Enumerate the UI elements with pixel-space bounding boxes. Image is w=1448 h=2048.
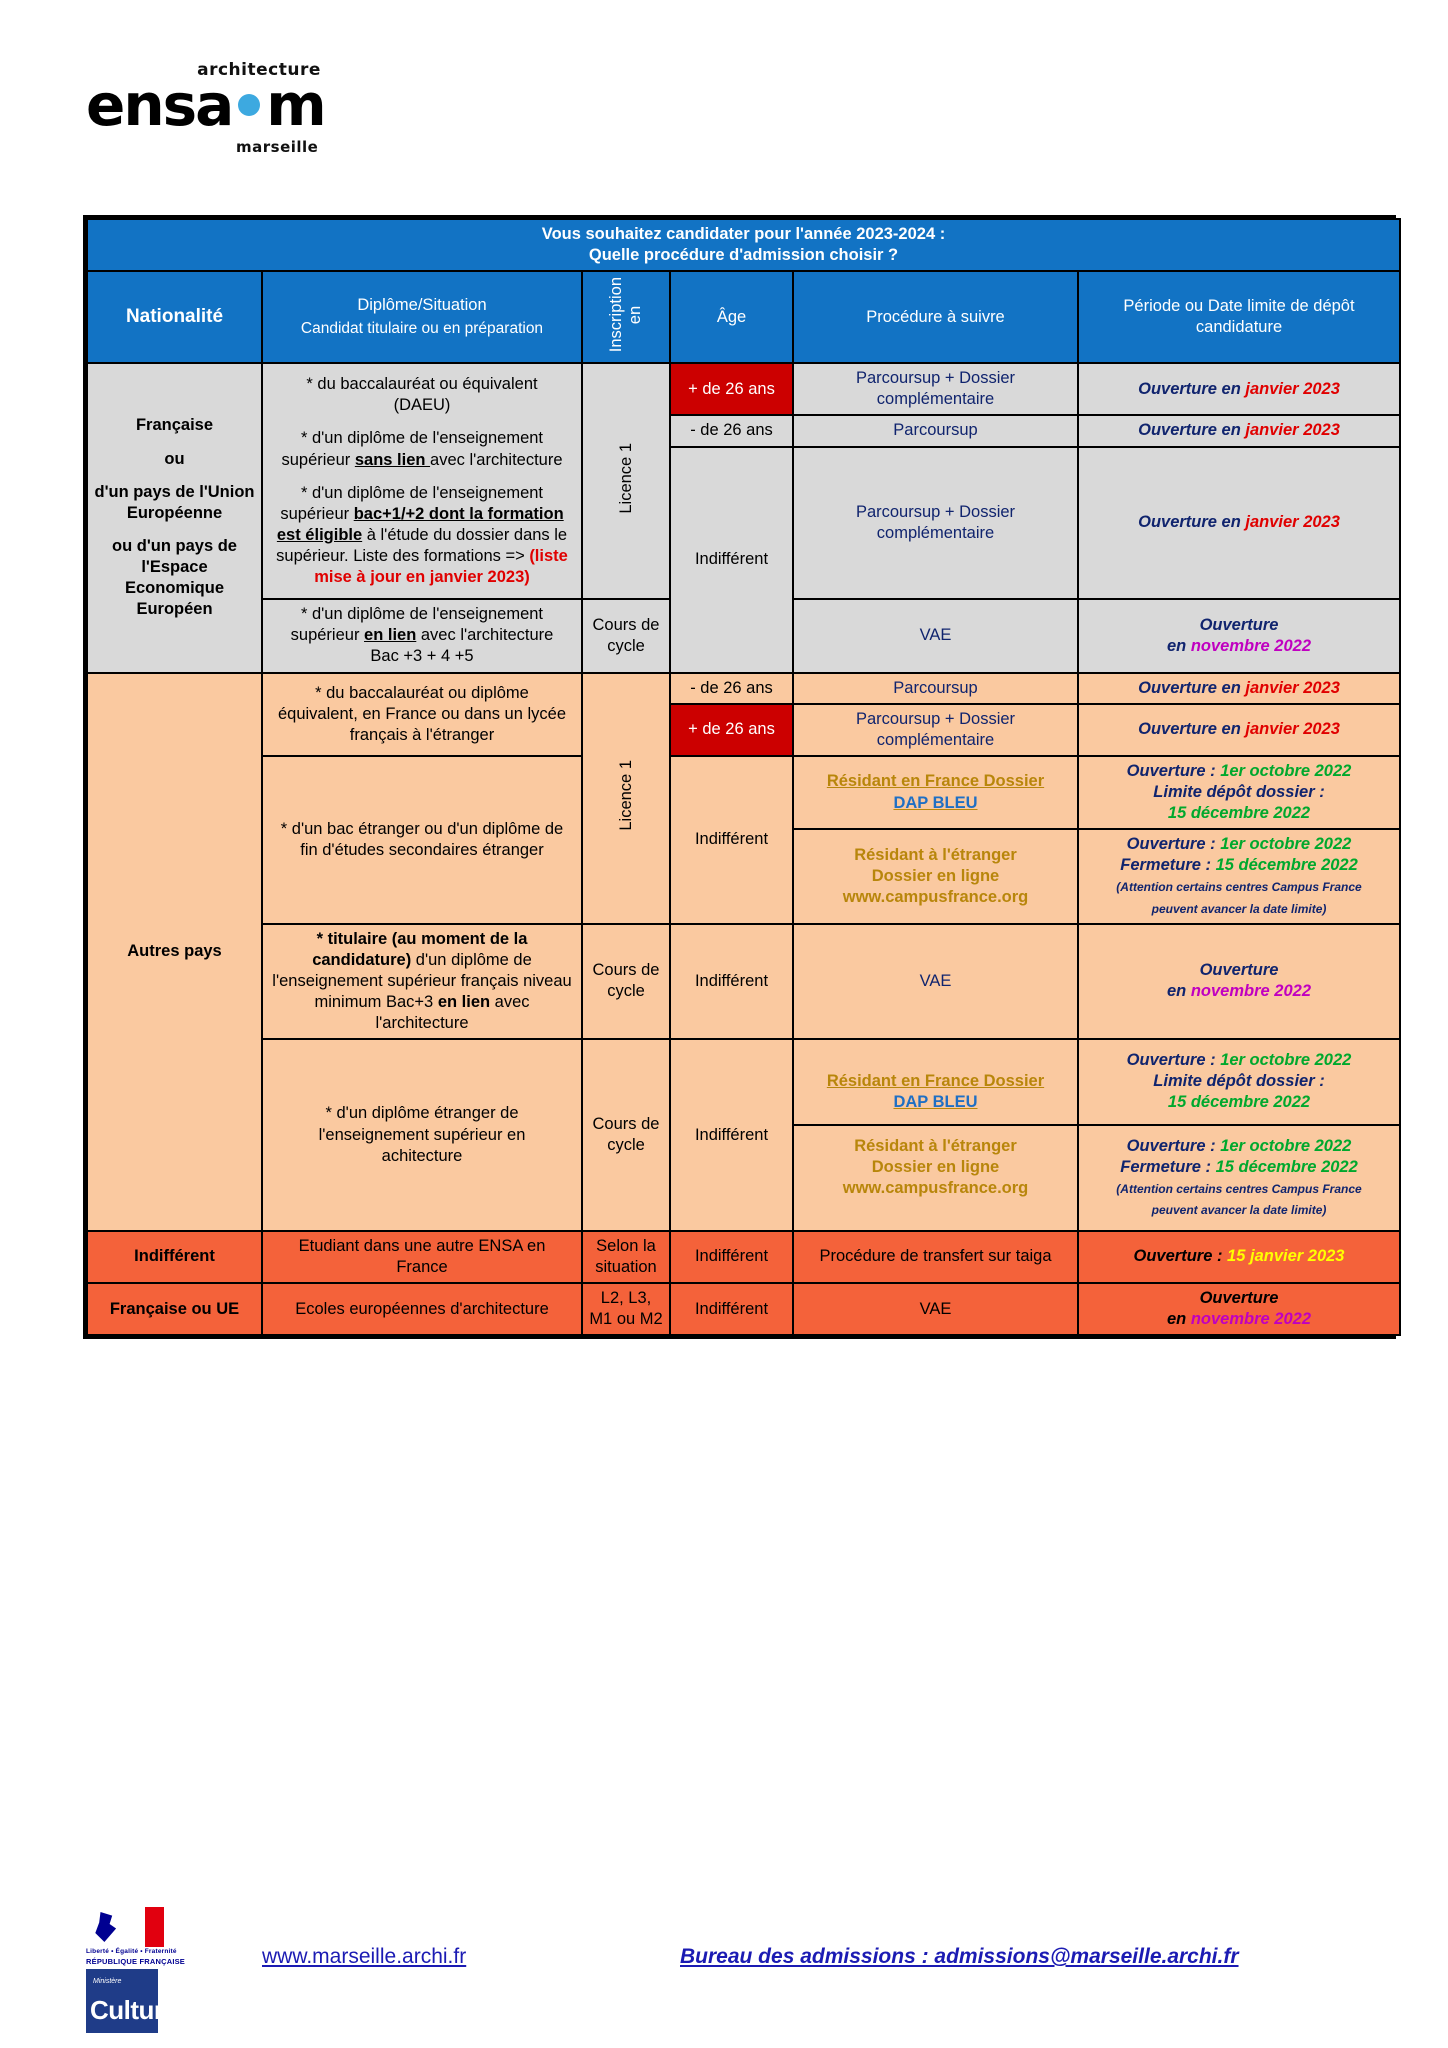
diplome-autres-1-line3: français à l'étranger [349, 725, 495, 744]
campusfrance-url[interactable]: www.campusfrance.org [842, 1178, 1029, 1197]
cell-procedure-stack-autres [793, 1039, 1078, 1231]
table-row [87, 363, 1400, 415]
periode-limite-date: 15 décembre 2022 [1167, 1093, 1311, 1112]
ministere-culture-logo [86, 1969, 178, 2033]
nat-line3: d'un pays de l'Union Européenne [94, 482, 255, 522]
diplome-fr-3-underline: bac+1/+2 dont la formation est éligible [276, 504, 564, 544]
periode-fermeture-label: Fermeture : [1120, 1157, 1216, 1176]
logo-marseille-text: marseille [236, 138, 319, 156]
header-procedure: Procédure à suivre [793, 271, 1078, 363]
cell-procedure-parcoursup-autres: Parcoursup [793, 673, 1078, 704]
cell-age-plus26-fr: + de 26 ans [670, 363, 793, 415]
proc-line1: Parcoursup + Dossier [855, 369, 1016, 388]
cell-diplome-fr-4 [262, 599, 582, 672]
diplome-fr-4-line2: supérieur [290, 626, 365, 645]
nat-line1: Française [135, 416, 214, 435]
diplome-autres-3-normal1: d'un diplôme de l'enseignement supérieur français niveau minimum Bac+3 [272, 950, 572, 1011]
proc-line2: complémentaire [876, 730, 995, 749]
logo-ensa-text: ensa [86, 71, 233, 139]
diplome-fr-3-line1: * d'un diplôme de l'enseignement [300, 483, 544, 502]
header-inscription-label [607, 277, 645, 352]
periode-label: Ouverture en [1138, 379, 1246, 398]
header-periode [1078, 271, 1400, 363]
cell-periode-dap-1 [1078, 756, 1400, 829]
cell-procedure-dap-bleu-2 [794, 1061, 1077, 1125]
cell-nationalite-francaise [87, 363, 262, 672]
header-diplome-title: Diplôme/Situation [357, 296, 487, 315]
page-footer [0, 1895, 1448, 2045]
cell-procedure-campusfrance-2 [794, 1126, 1077, 1209]
cell-periode-autres-1 [1078, 673, 1400, 704]
cell-inscription-licence1-fr [582, 363, 670, 599]
cell-age-moins26-fr: - de 26 ans [670, 415, 793, 446]
diplome-autres-2-line2: fin d'études secondaires étranger [300, 840, 544, 859]
cell-periode-autres-2 [1078, 704, 1400, 756]
inscription-transfert-line1: Selon la [596, 1236, 656, 1255]
proc-line1: Parcoursup + Dossier [855, 709, 1016, 728]
periode-limite-label: Limite dépôt dossier : [1153, 1072, 1325, 1091]
table-header-row [87, 271, 1400, 363]
header-periode-line1: Période ou Date limite de dépôt [1123, 297, 1355, 316]
cell-diplome-transfert [262, 1231, 582, 1283]
periode-fermeture-date: 15 décembre 2022 [1215, 1157, 1358, 1176]
periode-label: Ouverture en [1138, 421, 1246, 440]
republique-francaise-logo [86, 1907, 186, 1967]
diplome-fr-1-line1: * du baccalauréat ou équivalent [306, 375, 538, 394]
banner-cell [87, 219, 1400, 271]
periode-date: janvier 2023 [1245, 720, 1340, 739]
inscription-cours-line1: Cours de [592, 961, 660, 980]
cell-nationalite-ue: Française ou UE [87, 1283, 262, 1335]
republique-text: RÉPUBLIQUE FRANÇAISE [86, 1957, 186, 1966]
dap-bleu-link[interactable]: DAP BLEU [893, 793, 978, 812]
diplome-fr-2 [268, 428, 576, 470]
diplome-fr-1-line2: (DAEU) [393, 396, 451, 415]
diplome-fr-3 [268, 483, 576, 589]
french-flag-icon [126, 1907, 164, 1947]
periode-ouverture: Ouverture [1199, 961, 1279, 980]
cell-procedure-parcoursup-dossier-fr-2 [793, 447, 1078, 600]
periode-en: en [1167, 1310, 1191, 1329]
diplome-fr-3-line3: à l'étude du dossier dans le supérieur. Liste des formations => [276, 525, 568, 565]
periode-label: Ouverture en [1138, 678, 1246, 697]
inscription-cours-line2: cycle [607, 982, 645, 1001]
inscription-licence1-label: Licence 1 [616, 442, 635, 514]
admission-procedure-table [83, 215, 1396, 1339]
dap-bleu-link[interactable]: DAP BLEU [893, 1093, 978, 1112]
diplome-fr-2-line2: supérieur [281, 450, 355, 469]
cell-age-indifferent-fr: Indifférent [670, 447, 793, 673]
ministere-text: Ministère [93, 1978, 122, 1985]
inscription-transfert-line2: situation [595, 1258, 657, 1277]
periode-label: Ouverture : [1133, 1247, 1228, 1266]
diplome-autres-1-line2: équivalent, en France ou dans un lycée [277, 704, 567, 723]
cell-procedure-ue: VAE [793, 1283, 1078, 1335]
periode-date: janvier 2023 [1245, 379, 1340, 398]
nat-line2: ou [164, 449, 185, 468]
cell-procedure-campusfrance-1 [793, 829, 1078, 923]
cell-periode-fr-2 [1078, 415, 1400, 446]
periode-date: janvier 2023 [1245, 421, 1340, 440]
proc-line1: Parcoursup + Dossier [855, 502, 1016, 521]
cell-diplome-ue: Ecoles européennes d'architecture [262, 1283, 582, 1335]
header-diplome [262, 271, 582, 363]
logo-architecture-text: architecture [197, 60, 321, 80]
nat-line4: ou d'un pays de l'Espace Economique Européen [112, 536, 237, 619]
cell-inscription-transfert [582, 1231, 670, 1283]
table-row [87, 1231, 1400, 1283]
periode-ouverture-label: Ouverture : [1126, 1051, 1221, 1070]
header-inscription-line1: Inscription [607, 276, 626, 352]
logo-dot-icon [238, 94, 260, 116]
periode-date: 15 janvier 2023 [1227, 1247, 1345, 1266]
cell-procedure-parcoursup-dossier-autres [793, 704, 1078, 756]
cell-procedure-parcoursup-fr: Parcoursup [793, 415, 1078, 446]
periode-ouverture-label: Ouverture : [1126, 835, 1221, 854]
diplome-fr-4-underline: en lien [364, 626, 417, 645]
campusfrance-url[interactable]: www.campusfrance.org [842, 887, 1029, 906]
cell-nationalite-transfert: Indifférent [87, 1231, 262, 1283]
inscription-cours-line1: Cours de [592, 1114, 660, 1133]
cell-age-indifferent-autres-1: Indifférent [670, 756, 793, 924]
devise-text: Liberté • Égalité • Fraternité [86, 1948, 177, 1955]
diplome-transfert-line1: Etudiant dans une autre ENSA en [298, 1236, 546, 1255]
periode-ouverture: Ouverture [1199, 615, 1279, 634]
dap-line1: Résidant en France Dossier [826, 1072, 1045, 1091]
diplome-autres-2-line1: * d'un bac étranger ou d'un diplôme de [280, 819, 564, 838]
table-row [87, 924, 1400, 1040]
cell-periode-fr-3 [1078, 447, 1400, 600]
inscription-licence1-label: Licence 1 [616, 759, 635, 831]
periode-date: novembre 2022 [1190, 636, 1311, 655]
cell-diplome-autres-3 [262, 924, 582, 1040]
cell-age-transfert: Indifférent [670, 1231, 793, 1283]
periode-note-line1: (Attention certains centres Campus France [1116, 1181, 1362, 1196]
periode-note-line2: peuvent avancer la date limite) [1151, 901, 1327, 916]
cell-inscription-cours-fr [582, 599, 670, 672]
cell-periode-fr-4 [1078, 599, 1400, 672]
cell-periode-campusfrance-1 [1078, 829, 1400, 923]
inscription-ue-line2: M1 ou M2 [589, 1310, 663, 1329]
cell-procedure-dap-bleu-1 [793, 756, 1078, 829]
table-row [87, 1039, 1400, 1231]
cell-inscription-ue [582, 1283, 670, 1335]
cell-age-indifferent-autres-3: Indifférent [670, 1039, 793, 1231]
periode-date: janvier 2023 [1245, 513, 1340, 532]
periode-ouverture-date: 1er octobre 2022 [1220, 761, 1352, 780]
periode-note-line1: (Attention certains centres Campus France [1116, 880, 1362, 895]
periode-ouverture-label: Ouverture : [1126, 1136, 1221, 1155]
diplome-autres-3-bold1: * titulaire (au moment de la candidature) [312, 929, 528, 969]
periode-date: janvier 2023 [1245, 678, 1340, 697]
inscription-cours-line2: cycle [607, 1136, 645, 1155]
cell-diplome-autres-2 [262, 756, 582, 924]
header-nationalite: Nationalité [87, 271, 262, 363]
periode-limite-date: 15 décembre 2022 [1167, 804, 1311, 823]
cell-periode-dap-2 [1079, 1040, 1399, 1125]
dap-line1: Résidant en France Dossier [826, 772, 1045, 791]
periode-label: Ouverture en [1138, 513, 1246, 532]
cell-periode-vae-autres [1078, 924, 1400, 1040]
periode-limite-label: Limite dépôt dossier : [1153, 782, 1325, 801]
cell-periode-transfert [1078, 1231, 1400, 1283]
table-row [87, 756, 1400, 829]
periode-date: novembre 2022 [1190, 1310, 1311, 1329]
cell-procedure-transfert: Procédure de transfert sur taiga [793, 1231, 1078, 1283]
cell-periode-campusfrance-2 [1079, 1126, 1399, 1230]
periode-fermeture-label: Fermeture : [1120, 856, 1216, 875]
cell-procedure-parcoursup-dossier-fr-1 [793, 363, 1078, 415]
periode-en: en [1167, 636, 1191, 655]
cell-inscription-licence1-autres [582, 673, 670, 924]
diplome-fr-3-line2: supérieur [280, 504, 354, 523]
periode-ouverture-date: 1er octobre 2022 [1220, 835, 1352, 854]
periode-en: en [1167, 982, 1191, 1001]
diplome-fr-4-line4: Bac +3 + 4 +5 [370, 647, 474, 666]
periode-ouverture-date: 1er octobre 2022 [1220, 1051, 1352, 1070]
cell-periode-ue [1078, 1283, 1400, 1335]
periode-note-line2: peuvent avancer la date limite) [1151, 1202, 1327, 1217]
periode-ouverture-label: Ouverture : [1126, 761, 1221, 780]
diplome-autres-4-line2: l'enseignement supérieur en [318, 1125, 526, 1144]
diplome-autres-3-bold2: en lien [437, 992, 491, 1011]
periode-date: novembre 2022 [1190, 982, 1311, 1001]
banner-line2: Quelle procédure d'admission choisir ? [588, 246, 899, 265]
diplome-fr-2-line3: avec l'architecture [430, 450, 563, 469]
header-periode-line2: candidature [1195, 318, 1283, 337]
cell-periode-stack-autres [1078, 1039, 1400, 1231]
campusfrance-line1: Résidant à l'étranger [854, 845, 1017, 864]
diplome-fr-1 [268, 374, 576, 416]
table-banner-row [87, 219, 1400, 271]
proc-line2: complémentaire [876, 523, 995, 542]
inscription-ue-line1: L2, L3, [600, 1289, 652, 1308]
cell-diplome-fr-group [262, 363, 582, 599]
diplome-fr-3-red-note: (liste mise à jour en janvier 2023) [314, 546, 568, 587]
diplome-fr-2-underline: sans lien [354, 450, 431, 469]
diplome-autres-4-line1: * d'un diplôme étranger de [325, 1104, 519, 1123]
culture-text: Culture [90, 1995, 178, 2025]
diplome-autres-4-line3: achitecture [381, 1146, 463, 1165]
logo-m-text: m [266, 71, 325, 139]
table-row [87, 673, 1400, 704]
banner-line1: Vous souhaitez candidater pour l'année 2023-2024 : [541, 225, 946, 243]
cell-diplome-autres-4 [262, 1039, 582, 1231]
header-inscription [582, 271, 670, 363]
cell-age-moins26-autres: - de 26 ans [670, 673, 793, 704]
admissions-email-link[interactable]: Bureau des admissions : admissions@marseille.archi.fr [680, 1945, 1239, 1968]
diplome-transfert-line2: France [396, 1258, 448, 1277]
cell-age-plus26-autres: + de 26 ans [670, 704, 793, 756]
cell-procedure-vae-fr: VAE [793, 599, 1078, 672]
diplome-fr-4-line3: avec l'architecture [416, 626, 554, 645]
cell-diplome-autres-1 [262, 673, 582, 756]
cell-periode-fr-1 [1078, 363, 1400, 415]
header-diplome-sub: Candidat titulaire ou en préparation [300, 320, 544, 338]
campusfrance-line2: Dossier en ligne [871, 1157, 1000, 1176]
table-row [87, 1283, 1400, 1335]
cell-age-indifferent-autres-2: Indifférent [670, 924, 793, 1040]
ensam-logo [86, 60, 356, 155]
periode-ouverture: Ouverture [1199, 1289, 1279, 1308]
cell-procedure-vae-autres: VAE [793, 924, 1078, 1040]
proc-line2: complémentaire [876, 390, 995, 409]
campusfrance-line1: Résidant à l'étranger [854, 1136, 1017, 1155]
diplome-fr-2-line1: * d'un diplôme de l'enseignement [300, 429, 544, 448]
campusfrance-line2: Dossier en ligne [871, 866, 1000, 885]
periode-label: Ouverture en [1138, 720, 1246, 739]
logo-wordmark [86, 71, 325, 139]
header-age: Âge [670, 271, 793, 363]
header-inscription-line2: en [626, 304, 644, 324]
inscription-cours-line2: cycle [607, 636, 645, 655]
diplome-autres-1-line1: * du baccalauréat ou diplôme [315, 683, 529, 702]
cell-inscription-cours-autres-2 [582, 1039, 670, 1231]
diplome-fr-4-line1: * d'un diplôme de l'enseignement [300, 605, 544, 624]
periode-fermeture-date: 15 décembre 2022 [1215, 856, 1358, 875]
website-link[interactable]: www.marseille.archi.fr [262, 1945, 467, 1968]
periode-ouverture-date: 1er octobre 2022 [1220, 1136, 1352, 1155]
cell-age-ue: Indifférent [670, 1283, 793, 1335]
cell-nationalite-autres-pays: Autres pays [87, 673, 262, 1231]
cell-inscription-cours-autres-1 [582, 924, 670, 1040]
inscription-cours-line1: Cours de [592, 615, 660, 634]
diplome-autres-3-normal2: avec l'architecture [375, 992, 530, 1033]
